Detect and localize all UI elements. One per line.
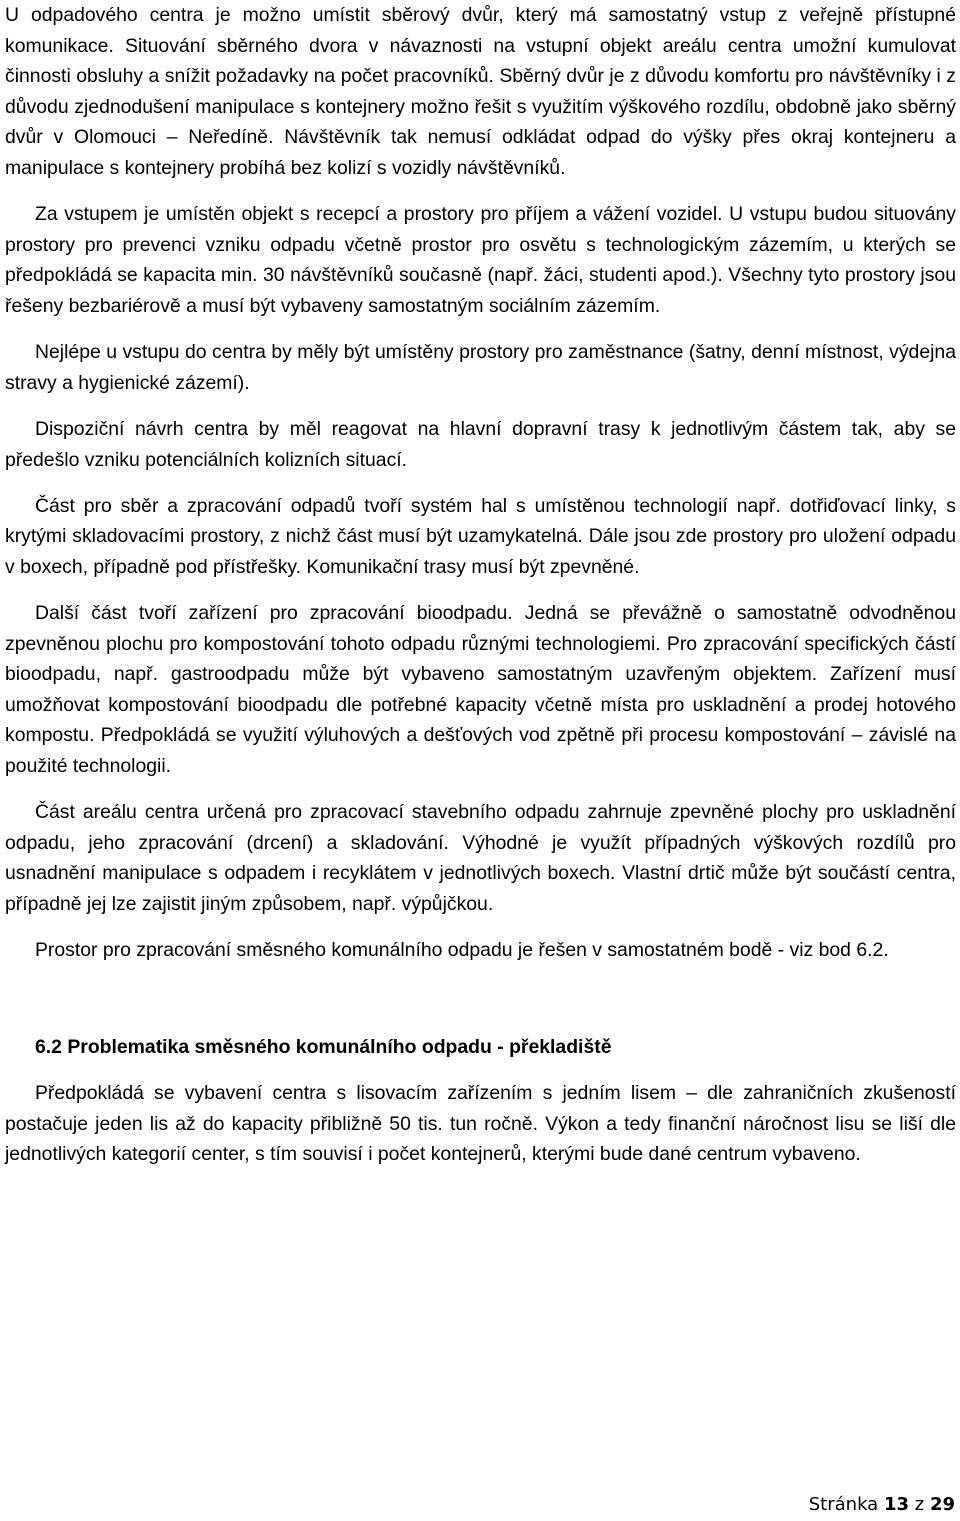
paragraph-press-equipment: Předpokládá se vybavení centra s lisovacím zařízením s jedním lisem – dle zahraničních zkušeností postačuje jeden lis až do kapacity přibližně 50 tis. tun ročně. Výkon a tedy finanční náročnost lisu se liší dle jednotlivých kategorií center, s tím souvisí i počet kontejnerů, kterými bude dané centrum vybaveno. (5, 1081, 956, 1166)
paragraph-reception: Za vstupem je umístěn objekt s recepcí a prostory pro příjem a vážení vozidel. U vstupu budou situovány prostory pro prevenci vzniku odpadu včetně prostor pro osvětu s technologickým zázemím, u kterých se předpokládá se kapacita min. 30 návštěvníků současně (např. žáci, studenti apod.). Všechny tyto prostory jsou řešeny bezbariérově a musí být vybaveny samostatným sociálním zázemím. (5, 203, 956, 317)
page-word: Stránka (808, 1494, 879, 1515)
page-footer (809, 1494, 955, 1516)
paragraph-layout-traffic: Dispoziční návrh centra by měl reagovat na hlavní dopravní trasy k jednotlivým částem tak, aby se předešlo vzniku potenciálních kolizních situací. (5, 417, 956, 471)
paragraph-mixed-waste-ref: Prostor pro zpracování směsného komunálního odpadu je řešen v samostatném bodě - viz bod 6.2. (35, 939, 889, 962)
page-of-word: z (914, 1494, 925, 1515)
document-page (5, 0, 956, 1170)
paragraph-construction-waste: Část areálu centra určená pro zpracovací stavebního odpadu zahrnuje zpevněné plochy pro uskladnění odpadu, jeho zpracování (drcení) a skladování. Výhodné je využít případných výškových rozdílů pro usnadnění manipulace s odpadem i recyklátem v jednotlivých boxech. Vlastní drtič může být součástí centra, případně jej lze zajistit jiným způsobem, např. výpůjčkou. (5, 801, 956, 915)
paragraph-collection-yard: U odpadového centra je možno umístit sběrový dvůr, který má samostatný vstup z veřejně přístupné komunikace. Situování sběrného dvora v návaznosti na vstupní objekt areálu centra umožní kumulovat činnosti obsluhy a snížit požadavky na počet pracovníků. Sběrný dvůr je z důvodu komfortu pro návštěvníky i z důvodu zjednodušení manipulace s kontejnery možno řešit s využitím výškového rozdílu, obdobně jako sběrný dvůr v Olomouci – Neředíně. Návštěvník tak nemusí odkládat odpad do výšky přes okraj kontejneru a manipulace s kontejnery probíhá bez kolizí s vozidly návštěvníků. (5, 4, 956, 179)
paragraph-staff-facilities: Nejlépe u vstupu do centra by měly být umístěny prostory pro zaměstnance (šatny, denní místnost, výdejna stravy a hygienické zázemí). (5, 341, 956, 394)
paragraph-biowaste: Další část tvoří zařízení pro zpracování bioodpadu. Jedná se převážně o samostatně odvodněnou zpevněnou plochu pro kompostování tohoto odpadu různými technologiemi. Pro zpracování specifických částí bioodpadu, např. gastroodpadu může být vybaveno samostatným uzavřeným objektem. Zařízení musí umožňovat kompostování bioodpadu dle potřebné kapacity včetně místa pro uskladnění a prodej hotového kompostu. Předpokládá se využití výluhových a dešťových vod zpětně při procesu kompostování – závislé na použité technologii. (5, 602, 956, 778)
page-total: 29 (929, 1494, 955, 1515)
paragraph-sorting-halls: Část pro sběr a zpracování odpadů tvoří systém hal s umístěnou technologií např. dotřiďovací linky, s krytými skladovacími prostory, z nichž část musí být uzamykatelná. Dále jsou zde prostory pro uložení odpadu v boxech, případně pod přístřešky. Komunikační trasy musí být zpevněné. (5, 494, 956, 578)
section-heading: 6.2 Problematika směsného komunálního odpadu - překladiště (35, 1035, 612, 1058)
page-number: 13 (883, 1494, 910, 1515)
